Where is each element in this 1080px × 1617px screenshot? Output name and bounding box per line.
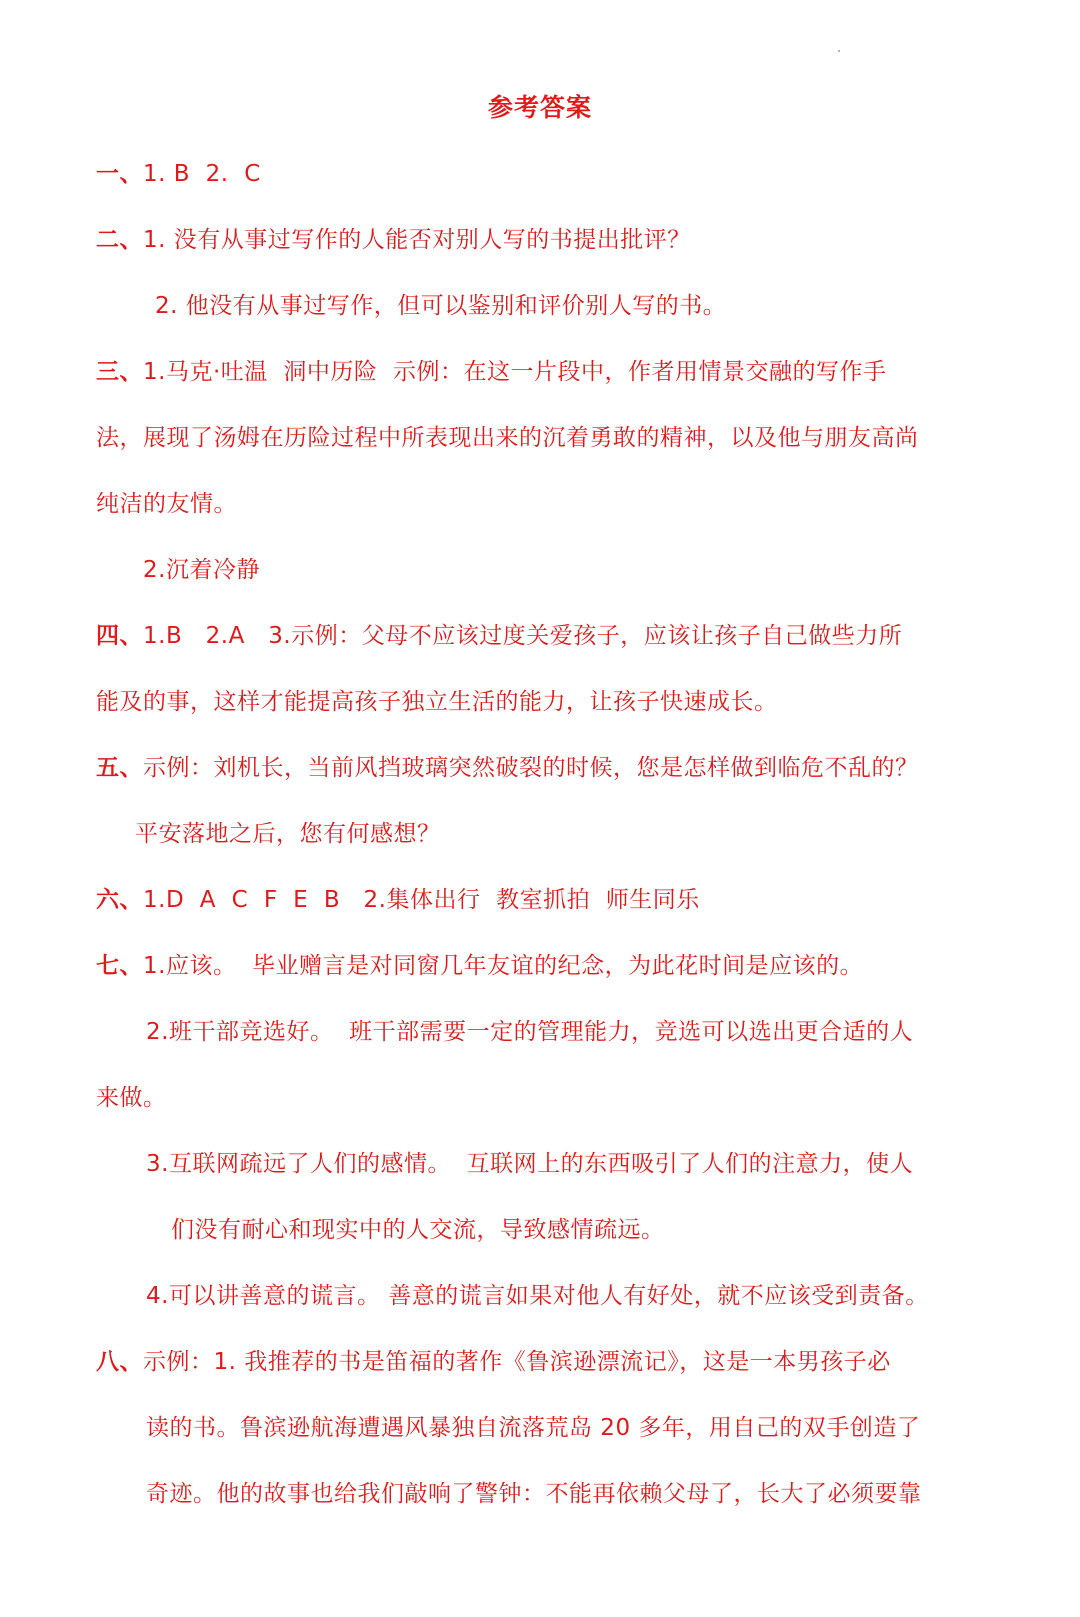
answer-text: 示例：刘机长，当前风挡玻璃突然破裂的时候，您是怎样做到临危不乱的？ [143,755,919,781]
answer-line [96,158,261,190]
answer-line [146,1016,913,1048]
answer-line [155,290,726,322]
answer-line [96,356,887,388]
answer-text: 2.沉着冷静 [143,557,260,583]
answer-line [146,1148,913,1180]
answer-text: 1. 没有从事过写作的人能否对别人写的书提出批评？ [143,227,691,253]
answer-text: 4.可以讲善意的谎言。 善意的谎言如果对他人有好处，就不应该受到责备。 [146,1283,929,1309]
answer-text: 来做。 [96,1085,167,1111]
section-number: 二、 [96,227,143,253]
answer-line [146,1412,920,1444]
section-number: 一、 [96,161,143,187]
page-title: 参考答案 [487,93,592,122]
section-number: 六、 [96,887,143,913]
section-number: 八、 [96,1349,143,1375]
answer-line [96,1346,891,1378]
answer-line [146,1280,929,1312]
answer-text: 1.B 2.A 3.示例：父母不应该过度关爱孩子，应该让孩子自己做些力所 [143,623,903,649]
answer-text: 3.互联网疏远了人们的感情。 互联网上的东西吸引了人们的注意力，使人 [146,1151,914,1177]
answer-text: 读的书。鲁滨逊航海遭遇风暴独自流落荒岛 20 多年，用自己的双手创造了 [146,1415,921,1441]
answer-line [96,620,902,652]
answer-line [96,884,700,916]
answer-line [96,488,237,520]
section-number: 三、 [96,359,143,385]
answer-text: 1. B 2. C [143,161,261,187]
answer-text: 示例：1. 我推荐的书是笛福的著作《鲁滨逊漂流记》，这是一本男孩子必 [143,1349,891,1375]
answer-line [96,686,778,718]
answer-text: 能及的事，这样才能提高孩子独立生活的能力，让孩子快速成长。 [96,689,778,715]
answer-line [96,950,863,982]
answer-line [143,554,260,586]
answer-line [171,1214,665,1246]
answer-text: 1.马克·吐温 洞中历险 示例：在这一片段中，作者用情景交融的写作手 [143,359,887,385]
answer-line [96,224,691,256]
answer-text: 纯洁的友情。 [96,491,237,517]
section-number: 四、 [96,623,143,649]
answer-text: 2. 他没有从事过写作，但可以鉴别和评价别人写的书。 [155,293,727,319]
answer-line [146,1478,922,1510]
answer-text: 1.D A C F E B 2.集体出行 教室抓拍 师生同乐 [143,887,700,913]
scan-speck [838,50,840,52]
answer-line [96,422,919,454]
section-number: 七、 [96,953,143,979]
answer-text: 们没有耐心和现实中的人交流，导致感情疏远。 [171,1217,665,1243]
answer-line [135,818,441,850]
section-number: 五、 [96,755,143,781]
answer-text: 法，展现了汤姆在历险过程中所表现出来的沉着勇敢的精神，以及他与朋友高尚 [96,425,919,451]
answer-text: 1.应该。 毕业赠言是对同窗几年友谊的纪念，为此花时间是应该的。 [143,953,864,979]
answer-line [96,752,919,784]
answer-text: 平安落地之后，您有何感想？ [135,821,441,847]
answer-text: 奇迹。他的故事也给我们敲响了警钟：不能再依赖父母了，长大了必须要靠 [146,1481,922,1507]
answer-line [96,1082,167,1114]
answer-text: 2.班干部竞选好。 班干部需要一定的管理能力，竞选可以选出更合适的人 [146,1019,914,1045]
